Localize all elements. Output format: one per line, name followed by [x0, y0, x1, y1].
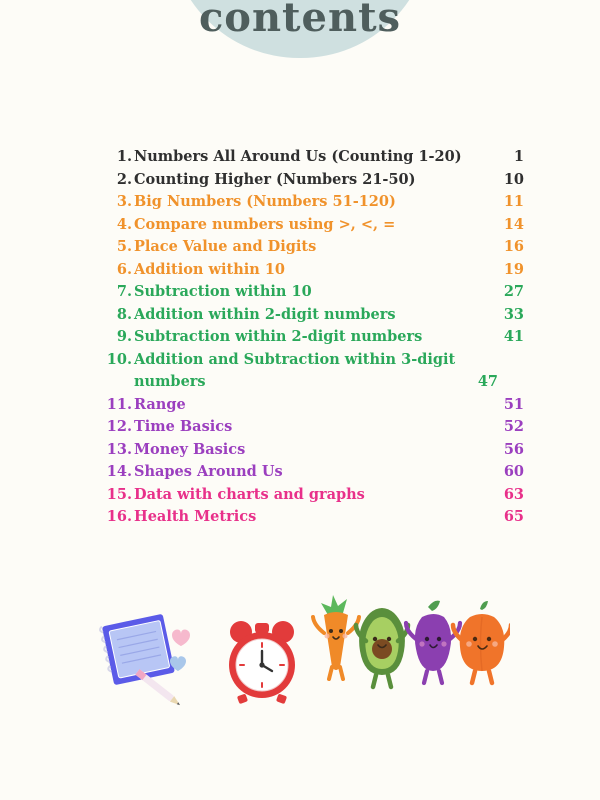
toc-entry-title: Range	[134, 395, 186, 413]
toc-entry-title: Counting Higher (Numbers 21-50)	[134, 170, 416, 188]
toc-entry-number: 13.	[106, 440, 132, 458]
toc-entry-page: 56	[503, 440, 524, 458]
footer-illustration	[0, 575, 600, 735]
carrot-character-illustration	[313, 595, 359, 679]
toc-entry-title: Place Value and Digits	[134, 238, 317, 255]
toc-entry[interactable]	[104, 484, 524, 507]
toc-entry-title: Subtraction within 2-digit numbers	[134, 328, 423, 345]
toc-entry-number: 2.	[116, 170, 132, 188]
toc-entry[interactable]	[104, 281, 524, 304]
toc-entry-number: 8.	[116, 305, 132, 323]
toc-entry-page: 11	[503, 193, 524, 210]
toc-entry-page: 47	[477, 373, 498, 390]
toc-entry-number: 3.	[116, 193, 132, 210]
toc-entry-number: 15.	[106, 485, 132, 503]
toc-entry-number: 7.	[116, 283, 132, 300]
toc-entry-title: Numbers All Around Us (Counting 1-20)	[134, 148, 462, 165]
toc-entry-title: Addition within 2-digit numbers	[134, 305, 396, 323]
toc-entry[interactable]	[104, 439, 524, 462]
eggplant-character-illustration	[406, 601, 460, 683]
notebook-and-hearts-illustration	[96, 607, 206, 707]
toc-entry[interactable]	[104, 191, 524, 214]
toc-entry[interactable]	[104, 349, 524, 394]
toc-entry-number: 10.	[106, 350, 132, 368]
toc-entry-page: 51	[503, 395, 524, 413]
toc-entry[interactable]	[104, 169, 524, 192]
alarm-clock-illustration	[222, 615, 302, 707]
toc-entry-page: 16	[503, 238, 524, 255]
toc-entry-title: Time Basics	[134, 418, 233, 435]
toc-entry[interactable]	[104, 416, 524, 439]
toc-entry[interactable]	[104, 506, 524, 529]
toc-entry-title: Health Metrics	[134, 508, 257, 525]
toc-entry-number: 1.	[116, 148, 132, 165]
toc-entry-page: 14	[503, 215, 524, 233]
toc-entry-page: 27	[503, 283, 524, 300]
toc-entry-number: 11.	[106, 395, 132, 413]
toc-entry-page: 52	[503, 418, 524, 435]
toc-entry[interactable]	[104, 214, 524, 237]
toc-entry[interactable]	[104, 394, 524, 417]
toc-entry-number: 4.	[116, 215, 132, 233]
toc-entry[interactable]	[104, 461, 524, 484]
toc-entry-page: 60	[503, 463, 524, 480]
toc-entry-page: 63	[503, 485, 524, 503]
toc-entry-number: 5.	[116, 238, 132, 255]
toc-entry-title: Money Basics	[134, 440, 246, 458]
toc-entry[interactable]	[104, 326, 524, 349]
toc-entry-number: 12.	[106, 418, 132, 435]
toc-entry-page: 19	[503, 260, 524, 278]
toc-entry-page: 10	[503, 170, 524, 188]
bell-pepper-character-illustration	[453, 601, 510, 683]
toc-entry[interactable]	[104, 146, 524, 169]
toc-entry[interactable]	[104, 236, 524, 259]
toc-entry-title: Subtraction within 10	[134, 283, 312, 300]
toc-entry-number: 16.	[106, 508, 132, 525]
toc-entry-title: Big Numbers (Numbers 51-120)	[134, 193, 396, 210]
toc-entry-page: 1	[513, 148, 524, 165]
toc-entry-number: 9.	[116, 328, 132, 345]
toc-entry-title: Addition within 10	[134, 260, 286, 278]
toc-entry-title: Addition and Subtraction within 3-digit numbers	[134, 350, 456, 390]
toc-entry-title: Shapes Around Us	[134, 463, 283, 480]
avocado-character-illustration	[356, 608, 408, 687]
toc-entry[interactable]	[104, 259, 524, 282]
toc-entry-page: 33	[503, 305, 524, 323]
table-of-contents	[104, 146, 524, 529]
toc-entry[interactable]	[104, 304, 524, 327]
toc-entry-number: 6.	[116, 260, 132, 278]
toc-entry-number: 14.	[106, 463, 132, 480]
toc-entry-title: Data with charts and graphs	[134, 485, 365, 503]
toc-entry-page: 65	[503, 508, 524, 525]
toc-entry-page: 41	[503, 328, 524, 345]
toc-entry-title: Compare numbers using >, <, =	[134, 215, 396, 233]
page-title: contents	[198, 0, 402, 41]
vegetable-characters-illustration	[310, 583, 510, 703]
